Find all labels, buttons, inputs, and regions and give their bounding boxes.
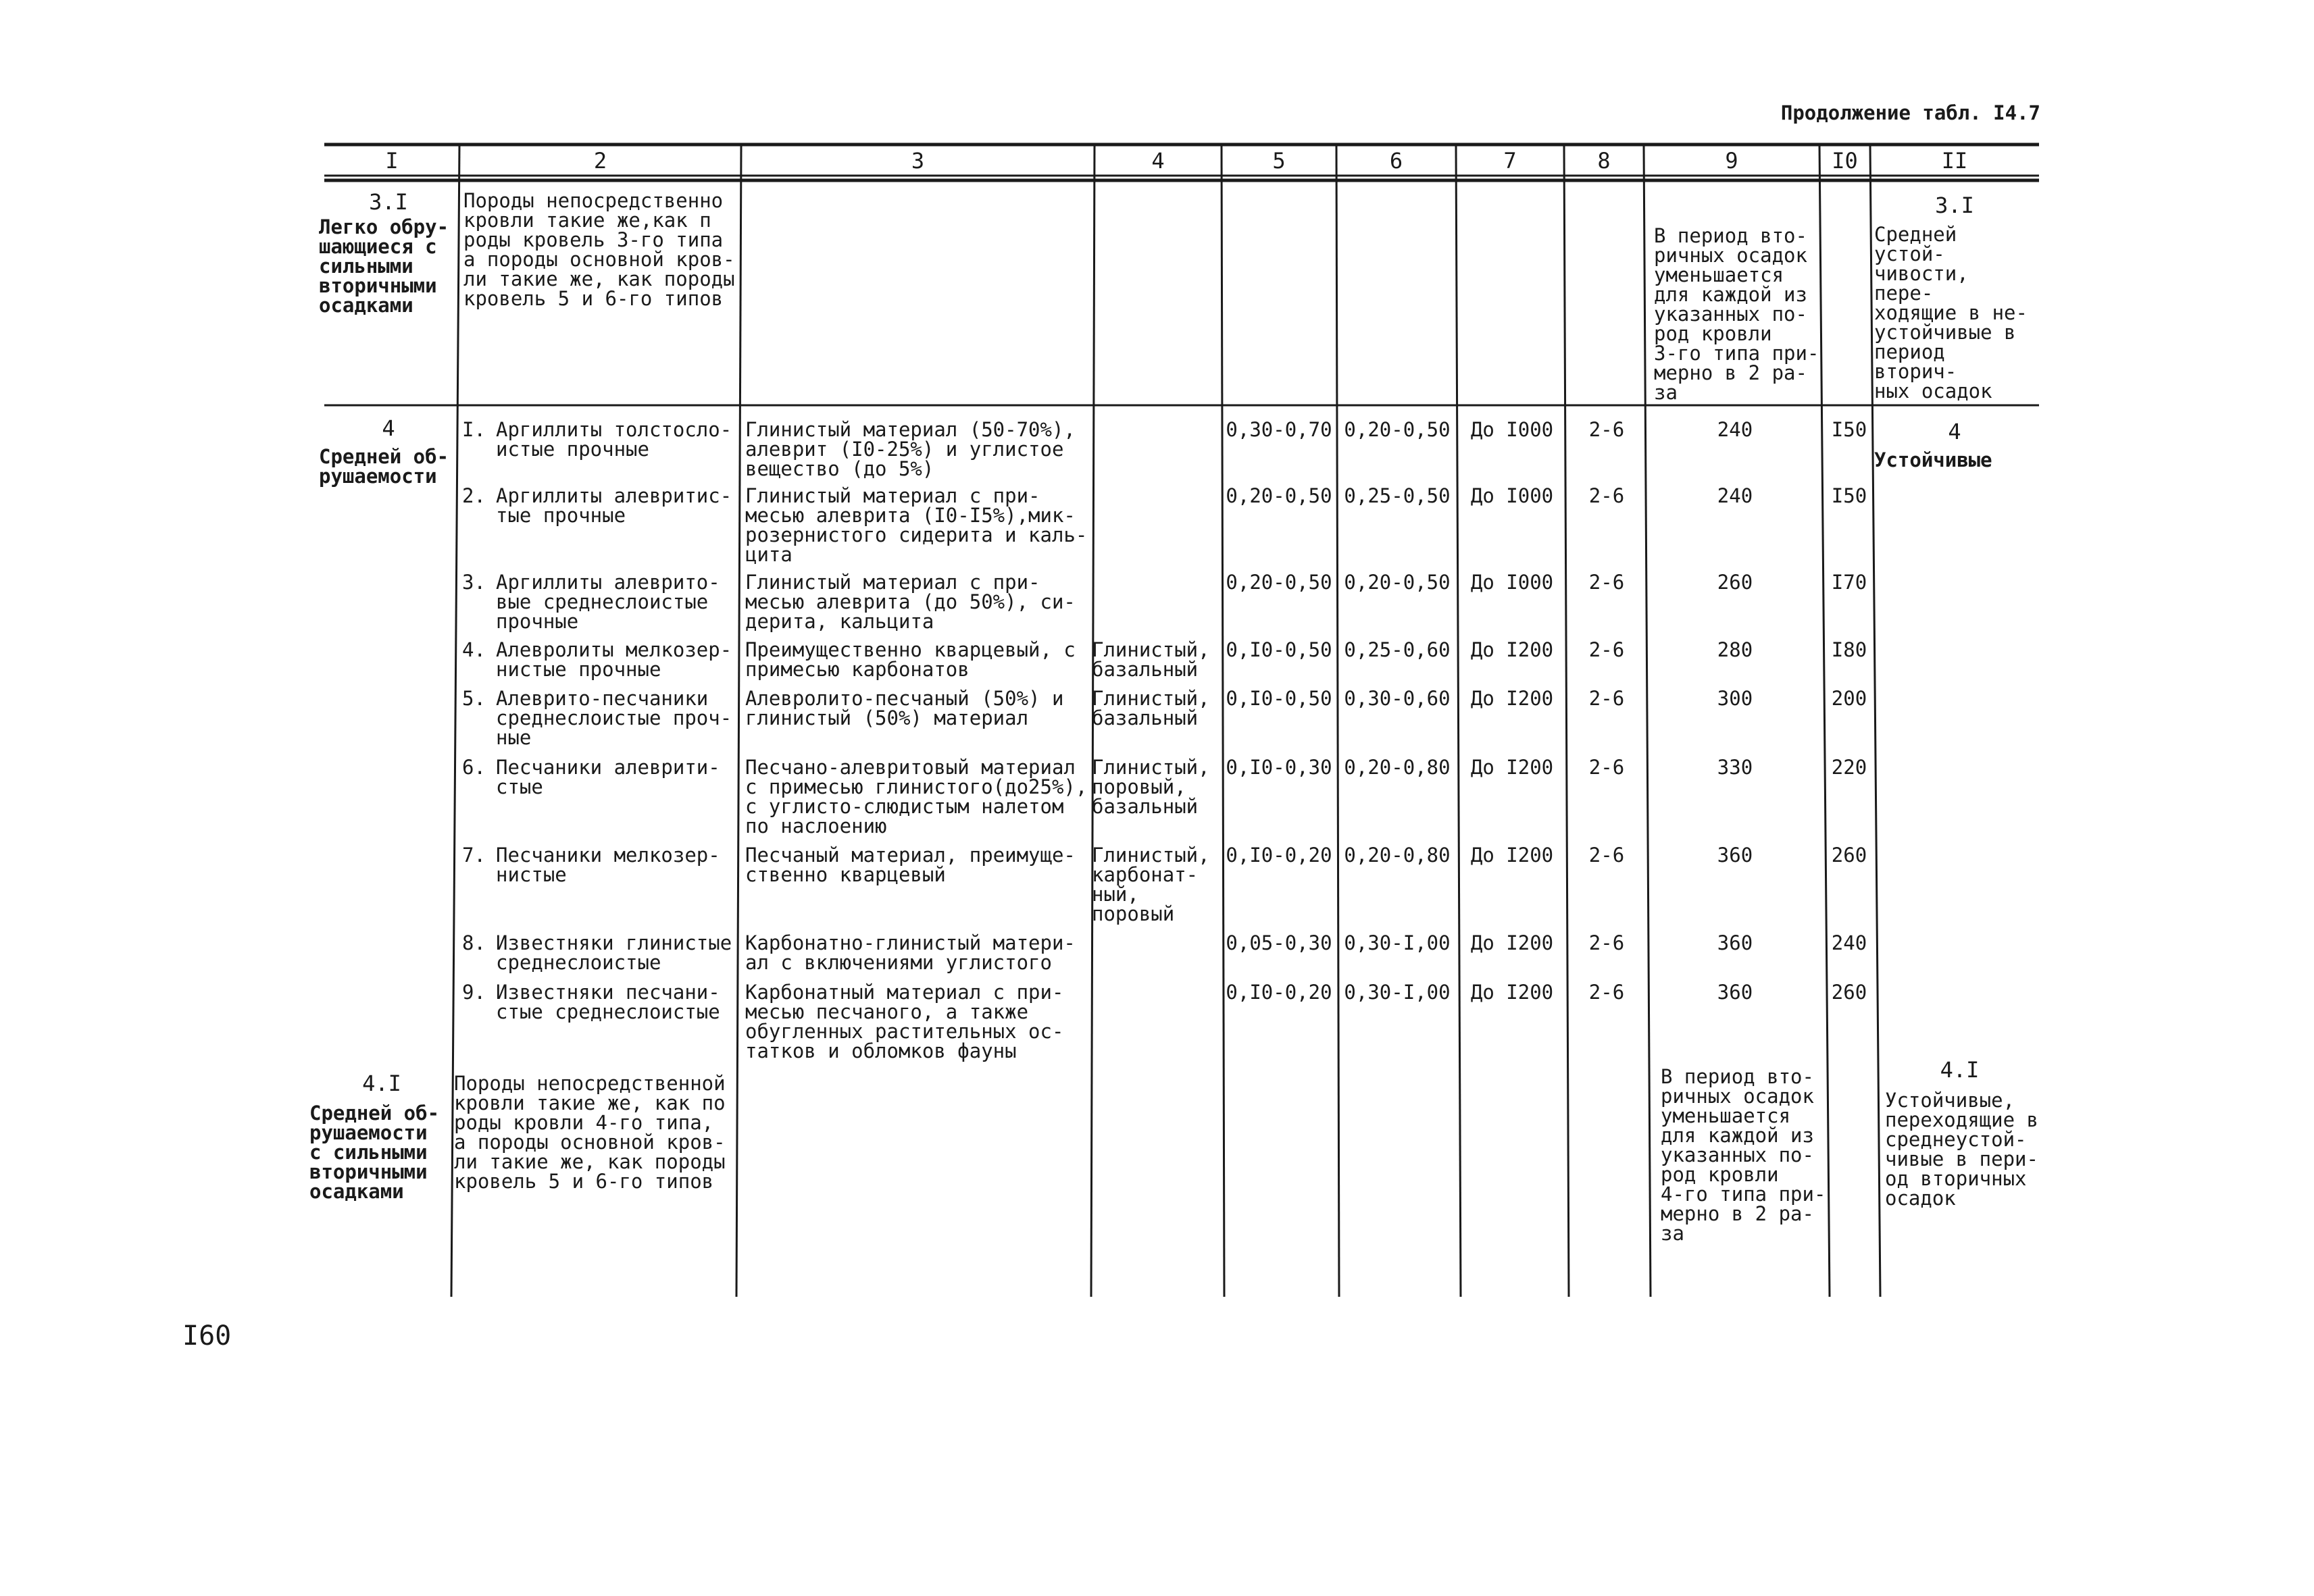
row-9-c10: 260 (1831, 981, 1867, 1004)
row-7-c8: 2-6 (1588, 844, 1625, 867)
group-4-1-rock-note: Породы непосредственной кровли такие же, как по роды кровли 4-го типа, а породы основной кров- ли такие же, как породы кровель 5 и 6-го типов (454, 1072, 726, 1193)
row-3-c6: 0,20-0,50 (1344, 571, 1451, 594)
row-9-material: Карбонатный материал с при- месью песчаного, а также обугленных растительных ос- татков и обломков фауны (745, 981, 1064, 1062)
row-2-c10: I50 (1831, 484, 1867, 507)
row-7-rock: Песчаники мелкозер- нистые (496, 844, 720, 886)
row-5-material: Алевролито-песчаный (50%) и глинистый (50%) материал (745, 687, 1064, 729)
row-3-c5: 0,20-0,50 (1226, 571, 1332, 594)
row-4-c5: 0,I0-0,50 (1226, 638, 1332, 661)
row-9-num: 9. (462, 981, 486, 1004)
group-3-1-col9: В период вто- ричных осадок уменьшается для каждой из указанных по- род кровли 3-го типа при- мерно в 2 ра- за (1654, 224, 1819, 404)
row-1-material: Глинистый материал (50-70%), алеврит (I0-25%) и углистое вещество (до 5%) (745, 418, 1076, 480)
row-8-rock: Известняки глинистые среднеслоистые (496, 931, 732, 974)
row-7-material: Песчаный материал, преимуще- ственно кварцевый (745, 844, 1076, 886)
row-6-c5: 0,I0-0,30 (1226, 756, 1332, 779)
row-4-num: 4. (462, 638, 486, 661)
row-7-c10: 260 (1831, 844, 1867, 867)
row-3-material: Глинистый материал с при- месью алеврита (до 50%), си- дерита, кальцита (745, 571, 1076, 633)
row-4-c10: I80 (1831, 638, 1867, 661)
header-col-8: 8 (1597, 148, 1611, 174)
row-8-c8: 2-6 (1588, 931, 1625, 954)
header-col-9: 9 (1725, 148, 1738, 174)
group-4-col11-code: 4 (1948, 419, 1961, 444)
row-1-c6: 0,20-0,50 (1344, 418, 1451, 441)
row-1-c8: 2-6 (1588, 418, 1625, 441)
group-3-1-col11: Средней устой- чивости, пере- ходящие в не- устойчивые в период вторич- ных осадок (1874, 223, 2028, 403)
row-4-cement: Глинистый, базальный (1092, 638, 1210, 681)
row-9-c5: 0,I0-0,20 (1226, 981, 1332, 1004)
row-5-c5: 0,I0-0,50 (1226, 687, 1332, 710)
group-4-1-col9: В период вто- ричных осадок уменьшается для каждой из указанных по- род кровли 4-го типа при- мерно в 2 ра- за (1661, 1065, 1826, 1245)
group-3-1-col11-code: 3.I (1935, 192, 1974, 218)
row-7-c7: До I200 (1470, 844, 1554, 867)
group-4-code: 4 (382, 415, 395, 441)
table-caption: Продолжение табл. I4.7 (1780, 101, 2040, 124)
header-col-3: 3 (911, 148, 925, 174)
row-2-material: Глинистый материал с при- месью алеврита (I0-I5%),мик- розернистого сидерита и каль- цита (745, 484, 1088, 566)
row-2-c8: 2-6 (1588, 484, 1625, 507)
row-3-c10: I70 (1831, 571, 1867, 594)
row-6-c8: 2-6 (1588, 756, 1625, 779)
row-7-cement: Глинистый, карбонат- ный, поровый (1092, 844, 1210, 925)
header-col-7: 7 (1503, 148, 1517, 174)
row-9-c9: 360 (1717, 981, 1753, 1004)
row-1-c10: I50 (1831, 418, 1867, 441)
row-6-cement: Глинистый, поровый, базальный (1092, 756, 1210, 818)
row-6-c10: 220 (1831, 756, 1867, 779)
row-2-c7: До I000 (1470, 484, 1554, 507)
row-1-num: I. (462, 418, 486, 441)
row-8-c9: 360 (1717, 931, 1753, 954)
row-6-c6: 0,20-0,80 (1344, 756, 1451, 779)
header-col-10: I0 (1832, 148, 1858, 174)
row-6-material: Песчано-алевритовый материал с примесью глинистого(до25%), с углисто-слюдистым налетом по наслоению (745, 756, 1088, 838)
row-7-c5: 0,I0-0,20 (1226, 844, 1332, 867)
row-5-c10: 200 (1831, 687, 1867, 710)
group-4-name: Средней об- рушаемости (319, 445, 449, 488)
row-7-c6: 0,20-0,80 (1344, 844, 1451, 867)
row-5-c8: 2-6 (1588, 687, 1625, 710)
row-6-c9: 330 (1717, 756, 1753, 779)
group-3-1-rock-note: Породы непосредственно кровли такие же,как п роды кровель 3-го типа а породы основной кров- ли такие же, как породы кровель 5 и 6-го типов (463, 189, 735, 310)
group-4-1-name: Средней об- рушаемости с сильными вторичными осадками (309, 1102, 440, 1203)
header-col-6: 6 (1389, 148, 1403, 174)
row-1-c5: 0,30-0,70 (1226, 418, 1332, 441)
row-8-num: 8. (462, 931, 486, 954)
row-2-rock: Аргиллиты алевритис- тые прочные (496, 484, 732, 527)
row-6-rock: Песчаники алеврити- стые (496, 756, 720, 798)
row-9-c8: 2-6 (1588, 981, 1625, 1004)
row-9-c7: До I200 (1470, 981, 1554, 1004)
row-3-rock: Аргиллиты алеврито- вые среднеслоистые прочные (496, 571, 720, 633)
row-5-c7: До I200 (1470, 687, 1554, 710)
row-8-c6: 0,30-I,00 (1344, 931, 1451, 954)
row-3-num: 3. (462, 571, 486, 594)
row-4-c9: 280 (1717, 638, 1753, 661)
row-8-c10: 240 (1831, 931, 1867, 954)
row-8-material: Карбонатно-глинистый матери- ал с включениями углистого (745, 931, 1076, 974)
group-3-1-code: 3.I (369, 189, 408, 215)
row-2-c6: 0,25-0,50 (1344, 484, 1451, 507)
header-col-4: 4 (1151, 148, 1165, 174)
group-4-1-code: 4.I (362, 1071, 401, 1096)
group-3-1-name: Легко обру- шающиеся с сильными вторичными осадками (319, 215, 449, 317)
row-2-c5: 0,20-0,50 (1226, 484, 1332, 507)
row-2-c9: 240 (1717, 484, 1753, 507)
row-5-rock: Алеврито-песчаники среднеслоистые проч- ные (496, 687, 732, 749)
row-7-num: 7. (462, 844, 486, 867)
row-4-c6: 0,25-0,60 (1344, 638, 1451, 661)
row-8-c5: 0,05-0,30 (1226, 931, 1332, 954)
row-3-c8: 2-6 (1588, 571, 1625, 594)
row-7-c9: 360 (1717, 844, 1753, 867)
row-1-rock: Аргиллиты толстосло- истые прочные (496, 418, 732, 461)
row-6-c7: До I200 (1470, 756, 1554, 779)
group-4-1-col11: Устойчивые, переходящие в среднеустой- чивые в пери- од вторичных осадок (1885, 1089, 2038, 1210)
row-3-c7: До I000 (1470, 571, 1554, 594)
row-9-rock: Известняки песчани- стые среднеслоистые (496, 981, 720, 1023)
row-6-num: 6. (462, 756, 486, 779)
row-3-c9: 260 (1717, 571, 1753, 594)
row-5-cement: Глинистый, базальный (1092, 687, 1210, 729)
row-1-c9: 240 (1717, 418, 1753, 441)
group-4-col11: Устойчивые (1874, 448, 1992, 471)
header-col-1: I (385, 148, 399, 174)
row-1-c7: До I000 (1470, 418, 1554, 441)
row-4-c7: До I200 (1470, 638, 1554, 661)
row-2-num: 2. (462, 484, 486, 507)
header-col-11: II (1941, 148, 1968, 174)
row-4-rock: Алевролиты мелкозер- нистые прочные (496, 638, 732, 681)
page-number: I60 (182, 1320, 232, 1352)
row-4-material: Преимущественно кварцевый, с примесью карбонатов (745, 638, 1076, 681)
group-4-1-col11-code: 4.I (1940, 1057, 1980, 1083)
row-9-c6: 0,30-I,00 (1344, 981, 1451, 1004)
row-4-c8: 2-6 (1588, 638, 1625, 661)
row-5-c9: 300 (1717, 687, 1753, 710)
header-col-2: 2 (593, 148, 607, 174)
row-5-c6: 0,30-0,60 (1344, 687, 1451, 710)
row-8-c7: До I200 (1470, 931, 1554, 954)
row-5-num: 5. (462, 687, 486, 710)
header-col-5: 5 (1272, 148, 1286, 174)
